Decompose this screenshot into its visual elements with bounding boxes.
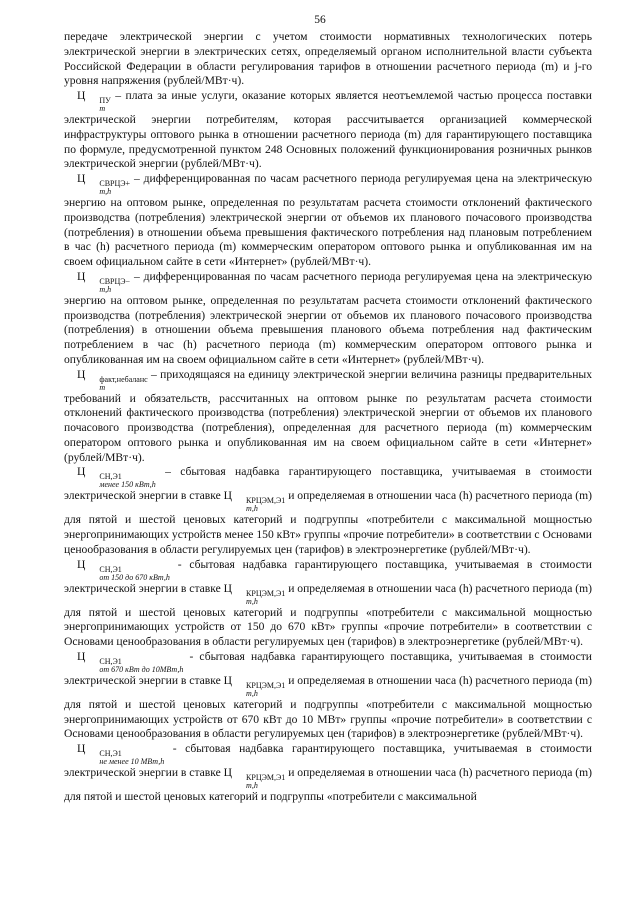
paragraph <box>64 368 592 466</box>
paragraph <box>64 465 592 557</box>
paragraph-text: и определяемая в отношении часа (h) расчетного периода (m) для пятой и шестой ценовых категорий и подгруппы «потребители с максимальной <box>64 766 592 803</box>
paragraph-text: – дифференцированная по часам расчетного периода регулируемая цена на электрическую энергию на оптовом рынке, определенная по результатам расчета стоимости отклонений фактического производства (потребления) электрической энергии от объемов их планового почасового производства (потребления) в отношении объема превышения планового объема потребления над фактическим потреблением в час (h) расчетного периода (m) коммерческим оператором оптового рынка и опубликованная им на своем официальном сайте в сети «Интернет» (рублей/МВт·ч). <box>64 269 592 366</box>
symbol-indices <box>233 682 285 698</box>
symbol-base: Ц <box>77 269 86 283</box>
paragraph-text: передаче электрической энергии с учетом стоимости нормативных технологических потерь электрической энергии в электрических сетях, определяемый органом исполнительной власти субъекта Российской Федерации в области регулирования тарифов в отношении расчетного периода (m) и j-го уровня напряжения (рублей/МВт·ч). <box>64 30 592 88</box>
paragraph-text: – приходящаяся на единицу электрической энергии величина разницы предварительных требований и обязательств, рассчитанных на оптовом рынке по результатам расчета стоимости отклонений фактического производства (потребления) электрической энергии от объемов их планового почасового производства (потребления), определенная для расчетного периода (m) коммерческим оператором оптового рынка и опубликованная им на своем официальном сайте в сети «Интернет» (рублей/МВт·ч). <box>64 367 592 464</box>
symbol-indices <box>86 278 130 294</box>
symbol-subscript: m <box>99 104 106 113</box>
symbol-indices <box>233 774 285 790</box>
paragraph-text: и определяемая в отношении часа (h) расчетного периода (m) для пятой и шестой ценовых категорий и подгруппы «потребители с максимальной мощностью энергопринимающих устройств менее 150 кВт» группы «прочие потребители» в соответствии с Основами ценообразования в области регулируемых цен (тарифов) в электроэнергетике (рублей/МВт·ч). <box>64 489 592 556</box>
symbol-subscript: не менее 10 МВт,h <box>99 757 165 766</box>
formula-symbol <box>223 673 286 698</box>
symbol-subscript: m,h <box>246 596 258 606</box>
symbol-subscript: m,h <box>246 504 258 514</box>
symbol-base: Ц <box>77 367 86 381</box>
symbol-subscript: m,h <box>99 187 112 196</box>
formula-symbol <box>223 581 286 606</box>
paragraph-text: – сбытовая надбавка гарантирующего поставщика, учитываемая в стоимости электрической энергии в ставке <box>64 465 592 503</box>
paragraph-text: и определяемая в отношении часа (h) расчетного периода (m) для пятой и шестой ценовых категорий и подгруппы «потребители с максимальной мощностью энергопринимающих устройств от 670 кВт до 10 МВт» группы «прочие потребители» в соответствии с Основами ценообразования в области регулируемых цен (тарифов) в электроэнергетике (рублей/МВт·ч). <box>64 673 592 741</box>
symbol-indices <box>86 473 155 489</box>
symbol-subscript: от 150 до 670 кВт,h <box>99 572 170 582</box>
symbol-base: Ц <box>77 649 86 663</box>
symbol-subscript: m <box>99 382 106 392</box>
symbol-subscript: менее 150 кВт,h <box>99 480 156 490</box>
paragraph-text: и определяемая в отношении часа (h) расчетного периода (m) для пятой и шестой ценовых категорий и подгруппы «потребители с максимальной мощностью энергопринимающих устройств от 150 до 670 кВт» группы «прочие потребители» в соответствии с Основами ценообразования в области регулируемых цен (тарифов) в электроэнергетике (рублей/МВт·ч). <box>64 581 592 648</box>
symbol-superscript: СН,Э1 <box>99 564 122 574</box>
formula-symbol <box>77 172 131 196</box>
symbol-superscript: факт,небаланс <box>99 374 148 384</box>
symbol-superscript: СВРЦЭ+ <box>99 179 131 188</box>
paragraph <box>64 89 592 172</box>
symbol-indices <box>86 376 147 392</box>
paragraph <box>64 650 592 742</box>
symbol-indices <box>86 750 164 766</box>
symbol-base: Ц <box>223 489 233 503</box>
document-body <box>64 30 592 805</box>
formula-symbol <box>77 465 156 490</box>
symbol-subscript: m,h <box>246 688 258 698</box>
formula-symbol <box>223 489 286 514</box>
symbol-superscript: СВРЦЭ− <box>99 276 131 286</box>
paragraph-text: – дифференцированная по часам расчетного периода регулируемая цена на электрическую энергию на оптовом рынке, определенная по результатам расчета стоимости отклонений фактического производства (потребления) электрической энергии от объемов их планового почасового производства (потребления) в отношении объема превышения фактического потребления над плановым потреблением в час (h) расчетного периода (m) коммерческим оператором оптового рынка и опубликованная им на своем официальном сайте в сети «Интернет» (рублей/МВт·ч). <box>64 172 592 268</box>
symbol-subscript: m,h <box>246 781 258 790</box>
paragraph <box>64 742 592 805</box>
symbol-subscript: от 670 кВт до 10МВт,h <box>99 664 184 674</box>
paragraph-text: - сбытовая надбавка гарантирующего поставщика, учитываемая в стоимости электрической энергии в ставке <box>64 742 592 779</box>
formula-symbol <box>77 367 148 392</box>
symbol-superscript: СН,Э1 <box>99 656 122 666</box>
symbol-base: Ц <box>223 581 233 595</box>
paragraph-text: - сбытовая надбавка гарантирующего поставщика, учитываемая в стоимости электрической энергии в ставке <box>64 557 592 595</box>
symbol-base: Ц <box>77 89 86 102</box>
paragraph <box>64 270 592 368</box>
paragraph-text: – плата за иные услуги, оказание которых является неотъемлемой частью процесса поставки электрической энергии потребителям, которая рассчитывается организацией коммерческой инфраструктуры оптового рынка в отношении расчетного периода (m) для гарантирующего поставщика по формуле, предусмотренной пунктом 248 Основных положений функционирования розничных рынков электрической энергии (рублей/МВт·ч). <box>64 89 592 171</box>
symbol-superscript: КРЦЭМ,Э1 <box>246 588 286 598</box>
symbol-superscript: СН,Э1 <box>99 749 122 758</box>
symbol-superscript: СН,Э1 <box>99 472 122 482</box>
formula-symbol <box>77 742 165 766</box>
symbol-indices <box>233 497 285 513</box>
paragraph-text: - сбытовая надбавка гарантирующего поставщика, учитываемая в стоимости электрической энергии в ставке <box>64 649 592 687</box>
formula-symbol <box>77 89 111 113</box>
symbol-superscript: ПУ <box>99 96 111 105</box>
formula-symbol <box>77 649 184 674</box>
formula-symbol <box>77 557 170 582</box>
symbol-base: Ц <box>223 766 233 779</box>
symbol-indices <box>233 590 285 606</box>
paragraph <box>64 558 592 650</box>
page-number: 56 <box>314 14 326 26</box>
symbol-superscript: КРЦЭМ,Э1 <box>246 680 286 690</box>
symbol-indices <box>86 180 130 196</box>
symbol-indices <box>86 97 110 113</box>
paragraph <box>64 30 592 89</box>
formula-symbol <box>223 766 286 790</box>
symbol-base: Ц <box>77 557 86 571</box>
symbol-superscript: КРЦЭМ,Э1 <box>246 773 286 782</box>
symbol-base: Ц <box>77 172 86 185</box>
paragraph <box>64 172 592 270</box>
symbol-base: Ц <box>77 465 86 479</box>
symbol-superscript: КРЦЭМ,Э1 <box>246 496 286 506</box>
symbol-subscript: m,h <box>99 284 112 294</box>
symbol-indices <box>86 658 183 674</box>
symbol-base: Ц <box>77 742 86 755</box>
formula-symbol <box>77 269 131 294</box>
symbol-base: Ц <box>223 673 233 687</box>
symbol-indices <box>86 566 170 582</box>
